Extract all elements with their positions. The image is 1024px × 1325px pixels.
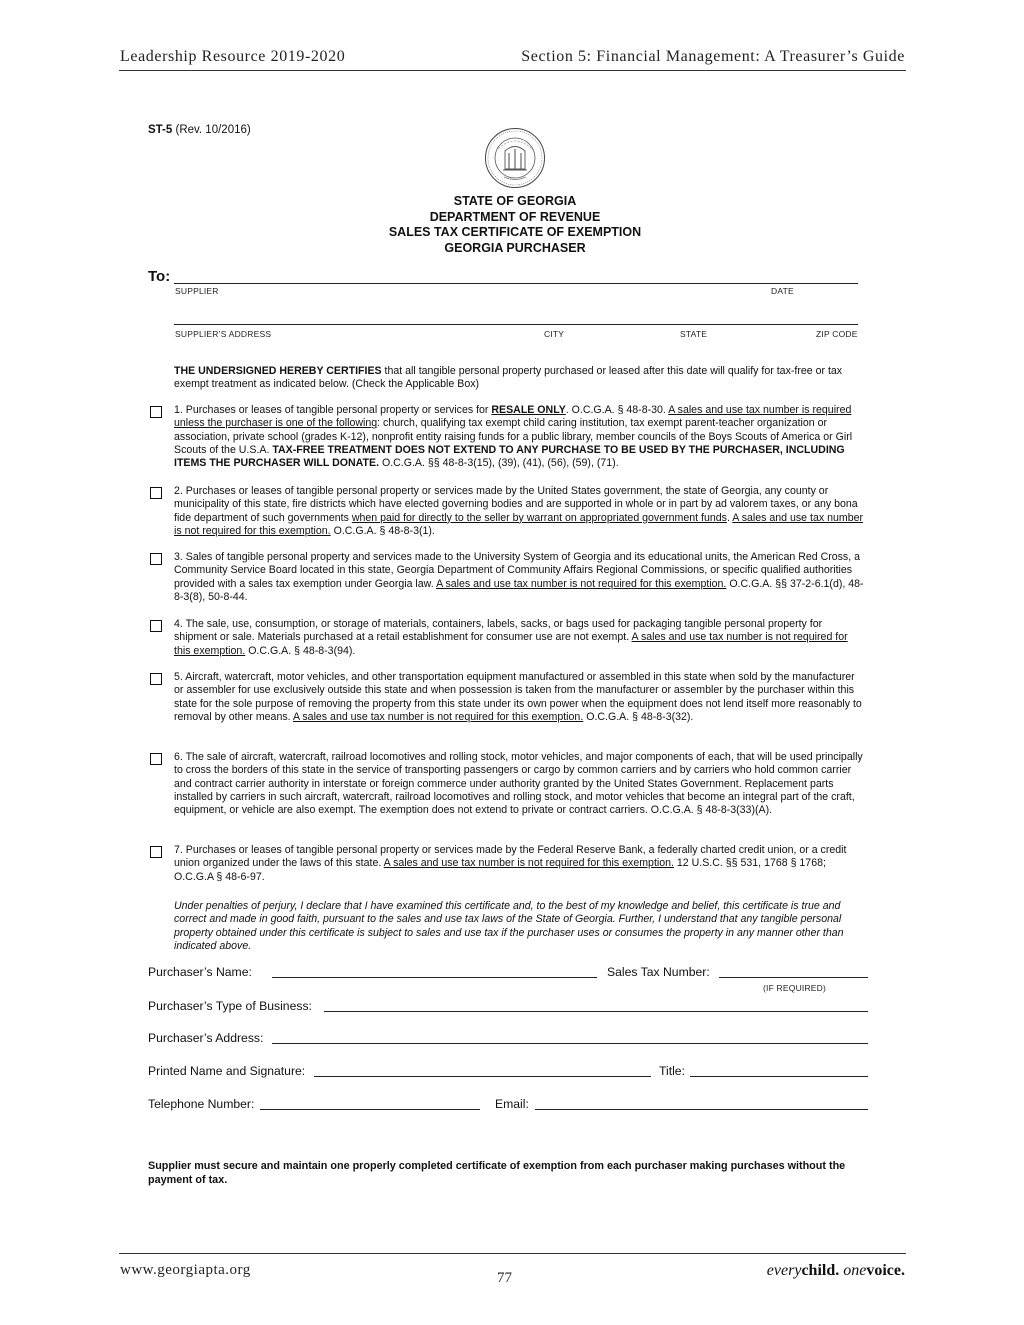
- header-divider: [119, 70, 906, 71]
- email-field[interactable]: [535, 1109, 868, 1110]
- type-of-business-label: Purchaser’s Type of Business:: [148, 999, 312, 1013]
- tagline-one: one: [843, 1262, 867, 1279]
- purchasers-address-field[interactable]: [272, 1043, 868, 1044]
- certify-heading: THE UNDERSIGNED HEREBY CERTIFIES: [174, 365, 382, 377]
- item-1-bold-notice: TAX-FREE TREATMENT DOES NOT EXTEND TO ANY PURCHASE TO BE USED BY THE PURCHASER, INCLUDING ITEMS THE PURCHASER WILL DONATE.: [174, 443, 845, 470]
- title-line-purchaser: GEORGIA PURCHASER: [444, 240, 586, 255]
- item-2-underline-1: when paid for directly to the seller by warrant on appropriated government funds: [351, 511, 727, 524]
- item-7-citation: 12 U.S.C. §§ 531, 1768 § 1768; O.C.G.A § 48-6-97.: [174, 857, 826, 883]
- checkbox-item-6[interactable]: [150, 753, 162, 765]
- title-label: Title:: [659, 1064, 685, 1078]
- page-header-right: Section 5: Financial Management: A Treasurer’s Guide: [521, 48, 905, 65]
- supplier-address-line[interactable]: [174, 324, 858, 325]
- purchasers-name-field[interactable]: [272, 977, 597, 978]
- tagline-voice: voice.: [866, 1262, 905, 1279]
- item-7-underline: A sales and use tax number is not required for this exemption.: [383, 857, 674, 870]
- checkbox-item-4[interactable]: [150, 620, 162, 632]
- item-3-underline: A sales and use tax number is not required for this exemption.: [436, 577, 727, 590]
- city-label: CITY: [544, 329, 565, 339]
- title-line-certificate: SALES TAX CERTIFICATE OF EXEMPTION: [388, 225, 642, 239]
- exemption-item-1: [174, 404, 864, 470]
- telephone-number-field[interactable]: [260, 1109, 480, 1110]
- checkbox-item-1[interactable]: [150, 406, 162, 418]
- tagline-child: child.: [801, 1262, 840, 1279]
- item-3-citation: O.C.G.A. §§ 37-2-6.1(d), 48-8-3(8), 50-8-44.: [174, 577, 864, 603]
- certification-statement: [174, 365, 864, 392]
- checkbox-item-2[interactable]: [150, 487, 162, 499]
- item-1-resale-only: RESALE ONLY: [491, 404, 566, 416]
- purchasers-address-label: Purchaser’s Address:: [148, 1031, 264, 1045]
- item-4-text-a: 4. The sale, use, consumption, or storage of materials, containers, labels, sacks, or bags used for packaging tangible personal property for shipment or sale. Materials purchased at a retail establishment for consumer use are not exempt.: [174, 618, 823, 644]
- checkbox-item-5[interactable]: [150, 673, 162, 685]
- if-required-note: (IF REQUIRED): [763, 983, 827, 993]
- item-2-text-a: 2. Purchases or leases of tangible personal property or services made by the United States government, the state of Georgia, any county or municipality of this state, fire districts which have elected governing bodies and are supported in whole or in part by ad valorem taxes, or any bona fide department of such governments: [174, 485, 858, 524]
- perjury-statement: Under penalties of perjury, I declare that I have examined this certificate and, to the best of my knowledge and belief, this certificate is true and correct and made in good faith, pursuant to the sales and use tax laws of the State of Georgia. Further, I understand that any tangible personal property obtained under this certificate is subject to sales and use tax if the purchaser uses or consumes the property in any manner other than indicated above.: [174, 900, 844, 952]
- item-1-underline: A sales and use tax number is required unless the purchaser is one of the following: [174, 404, 852, 430]
- item-2-citation: O.C.G.A. § 48-8-3(1).: [330, 524, 435, 537]
- sales-tax-number-field[interactable]: [719, 977, 868, 978]
- georgia-state-seal-icon: [484, 127, 546, 189]
- supplier-label: SUPPLIER: [175, 286, 219, 296]
- footer-divider: [119, 1253, 906, 1254]
- exemption-item-4: [174, 618, 864, 658]
- page-header-left: Leadership Resource 2019-2020: [120, 48, 346, 65]
- date-label: DATE: [771, 286, 794, 296]
- supplier-line[interactable]: [174, 283, 858, 284]
- item-3-text-a: 3. Sales of tangible personal property and services made to the University System of Georgia and its educational units, the American Red Cross, a Community Service Board located in this state, Georgia Department of Community Affairs Regional Commissions, or specific qualified authorities provided with a sales tax exemption under Georgia law.: [174, 551, 861, 590]
- page-number: 77: [497, 1270, 512, 1286]
- tagline-every: every: [766, 1262, 802, 1279]
- item-6-text: 6. The sale of aircraft, watercraft, railroad locomotives and rolling stock, motor vehicles, and major components of each, that will be used principally to cross the borders of this state in the service of transporting passengers or cargo by common carriers and by carriers who hold common carrier and contract carrier authority in interstate or foreign commerce under authority granted by the United States Government. Replacement parts installed by carriers in such aircraft, watercraft, railroad locomotives and rolling stock, and motor vehicles that become an integral part of the craft, equipment, or vehicle are also exempt. The exemption does not extend to private or contract carriers. O.C.G.A. § 48-8-3(33)(A).: [174, 751, 863, 817]
- item-1-text-a: 1. Purchases or leases of tangible personal property or services for: [174, 404, 492, 416]
- certify-text: that all tangible personal property purchased or leased after this date will qualify for tax-free or tax exempt treatment as indicated below. (Check the Applicable Box): [174, 365, 843, 391]
- telephone-number-label: Telephone Number:: [148, 1097, 255, 1111]
- title-line-department: DEPARTMENT OF REVENUE: [429, 209, 601, 224]
- item-1-text-e: : church, qualifying tax exempt child caring institution, tax exempt parent-teacher organization or association, private school (grades K-12), nonprofit entity raising funds for a public library, member councils of the Boys Scouts of America or Girl Scouts of the U.S.A.: [174, 417, 853, 456]
- zip-code-label: ZIP CODE: [816, 329, 858, 339]
- item-1-text-c: . O.C.G.A. § 48-8-30.: [565, 404, 669, 416]
- type-of-business-field[interactable]: [324, 1011, 868, 1012]
- item-2-text-c: .: [726, 511, 733, 524]
- purchasers-name-label: Purchaser’s Name:: [148, 965, 252, 979]
- checkbox-item-7[interactable]: [150, 846, 162, 858]
- item-5-citation: O.C.G.A. § 48-8-3(32).: [583, 710, 694, 723]
- form-title: [300, 194, 730, 256]
- state-label: STATE: [680, 329, 708, 339]
- email-label: Email:: [495, 1097, 529, 1111]
- sales-tax-number-label: Sales Tax Number:: [607, 965, 710, 979]
- printed-name-signature-field[interactable]: [314, 1076, 651, 1077]
- item-1-citation: O.C.G.A. §§ 48-8-3(15), (39), (41), (56), (59), (71).: [379, 457, 619, 470]
- form-revision: (Rev. 10/2016): [172, 124, 251, 136]
- footer-website-link[interactable]: www.georgiapta.org: [120, 1262, 251, 1278]
- item-4-citation: O.C.G.A. § 48-8-3(94).: [245, 644, 356, 657]
- footer-tagline: [767, 1262, 905, 1280]
- item-2-underline-2: A sales and use tax number is not required for this exemption.: [174, 511, 864, 537]
- supplier-address-label: SUPPLIER’S ADDRESS: [175, 329, 272, 339]
- checkbox-item-3[interactable]: [150, 553, 162, 565]
- supplier-notice: Supplier must secure and maintain one properly completed certificate of exemption from each purchaser making purchases without the payment of tax.: [148, 1160, 846, 1186]
- exemption-item-5: [174, 671, 864, 724]
- printed-name-signature-label: Printed Name and Signature:: [148, 1064, 306, 1078]
- exemption-item-3: [174, 551, 864, 604]
- exemption-item-2: [174, 485, 864, 538]
- item-7-text-a: 7. Purchases or leases of tangible personal property or services made by the Federal Reserve Bank, a federally charted credit union, or a credit union organized under the laws of this state.: [174, 844, 847, 870]
- title-line-state: STATE OF GEORGIA: [453, 194, 577, 208]
- to-label: To:: [148, 268, 171, 285]
- exemption-item-7: [174, 844, 864, 884]
- title-field[interactable]: [690, 1076, 868, 1077]
- form-id: [148, 124, 251, 136]
- item-5-text-a: 5. Aircraft, watercraft, motor vehicles, and other transportation equipment manufactured or assembled in this state when sold by the manufacturer or assembler for use exclusively outside this state and when possession is taken from the manufacturer or assembler by the purchaser within this state for the sole purpose of removing the property from this state under its own power when the equipment does not lend itself more reasonably to removal by other means.: [174, 671, 862, 723]
- form-id-code: ST-5: [148, 124, 173, 136]
- item-4-underline: A sales and use tax number is not required for this exemption.: [174, 631, 848, 657]
- exemption-item-6: [174, 751, 864, 817]
- item-5-underline: A sales and use tax number is not required for this exemption.: [292, 710, 584, 723]
